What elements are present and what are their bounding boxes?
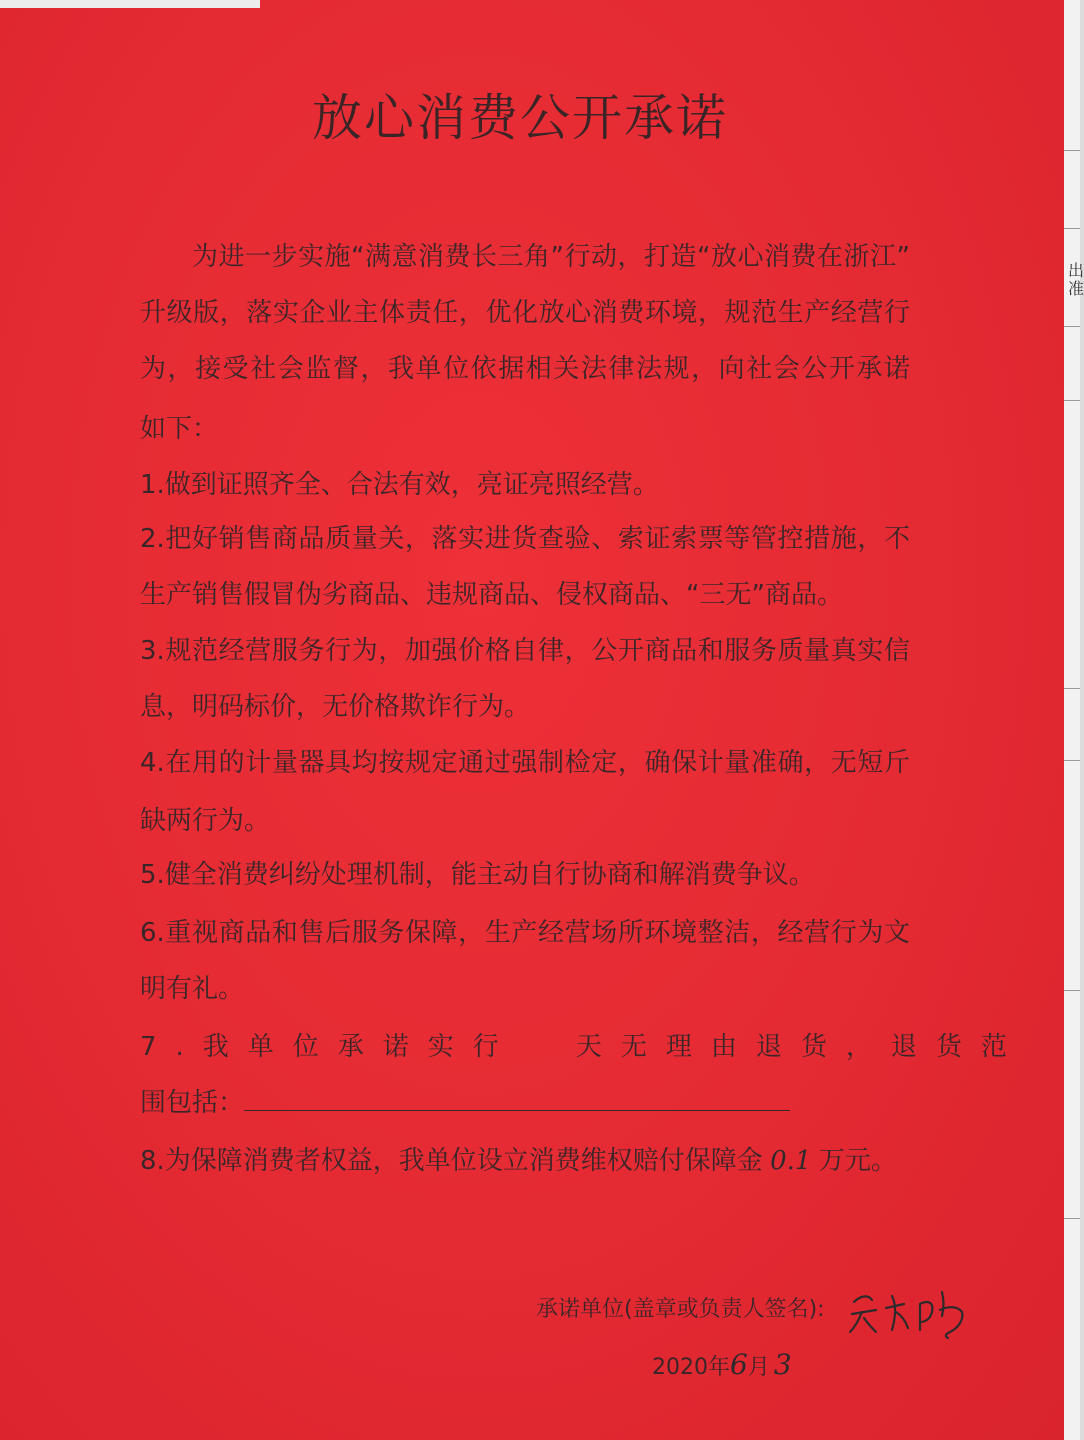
adjacent-document-strip bbox=[1064, 0, 1080, 1440]
item-7-part-a: 7.我单位承诺实行 bbox=[140, 1032, 518, 1062]
edge-rule bbox=[1064, 150, 1080, 151]
edge-text: 出 准 bbox=[1068, 261, 1084, 298]
signature-label: 承诺单位(盖章或负责人签名): bbox=[536, 1297, 825, 1322]
intro-line: 如下： bbox=[140, 414, 219, 444]
commitment-item-6-cont: 明有礼。 bbox=[140, 974, 245, 1004]
handwritten-signature bbox=[846, 1282, 970, 1346]
item-7-scope-label: 围包括： bbox=[140, 1088, 245, 1118]
date-month: 6 bbox=[730, 1348, 748, 1381]
handwritten-amount: 0.1 bbox=[770, 1146, 812, 1176]
commitment-item-4-cont: 缺两行为。 bbox=[140, 806, 271, 836]
commitment-item-3: 3.规范经营服务行为，加强价格自律，公开商品和服务质量真实信 bbox=[140, 636, 910, 666]
item-8-suffix: 万元。 bbox=[818, 1146, 897, 1176]
intro-line: 为进一步实施“满意消费长三角”行动，打造“放心消费在浙江” bbox=[192, 242, 910, 272]
item-8-prefix: 8.为保障消费者权益，我单位设立消费维权赔付保障金 bbox=[140, 1146, 763, 1176]
commitment-item-8 bbox=[140, 1144, 910, 1178]
commitment-item-2: 2.把好销售商品质量关，落实进货查验、索证索票等管控措施，不 bbox=[140, 524, 910, 554]
date-month-label: 月 bbox=[747, 1355, 770, 1380]
edge-rule bbox=[1064, 688, 1080, 689]
commitment-item-6: 6.重视商品和售后服务保障，生产经营场所环境整洁，经营行为文 bbox=[140, 918, 910, 948]
date-day: 3 bbox=[773, 1348, 792, 1381]
item-7-part-b: 天无理由退货，退货范 bbox=[575, 1032, 1026, 1062]
edge-rule bbox=[1064, 990, 1080, 991]
commitment-item-7 bbox=[140, 1030, 1026, 1064]
commitment-item-3-cont: 息，明码标价，无价格欺诈行为。 bbox=[140, 692, 531, 722]
commitment-item-2-cont: 生产销售假冒伪劣商品、违规商品、侵权商品、“三无”商品。 bbox=[140, 580, 843, 610]
commitment-item-1: 1.做到证照齐全、合法有效，亮证亮照经营。 bbox=[140, 470, 659, 500]
commitment-item-5: 5.健全消费纠纷处理机制，能主动自行协商和解消费争议。 bbox=[140, 860, 815, 890]
edge-rule bbox=[1064, 1218, 1080, 1219]
edge-rule bbox=[1064, 400, 1080, 401]
edge-rule bbox=[1064, 228, 1080, 229]
paper-top-edge bbox=[0, 0, 260, 8]
edge-rule bbox=[1064, 760, 1080, 761]
date-year: 2020年 bbox=[652, 1355, 730, 1380]
intro-line: 升级版，落实企业主体责任，优化放心消费环境，规范生产经营行 bbox=[140, 298, 910, 328]
page-title: 放心消费公开承诺 bbox=[312, 89, 728, 147]
commitment-item-7-cont bbox=[140, 1086, 910, 1120]
signing-date bbox=[652, 1348, 792, 1381]
return-scope-blank bbox=[244, 1086, 790, 1111]
edge-rule bbox=[1064, 326, 1080, 327]
intro-line: 为，接受社会监督，我单位依据相关法律法规，向社会公开承诺 bbox=[140, 354, 910, 384]
commitment-item-4: 4.在用的计量器具均按规定通过强制检定，确保计量准确，无短斤 bbox=[140, 748, 910, 778]
